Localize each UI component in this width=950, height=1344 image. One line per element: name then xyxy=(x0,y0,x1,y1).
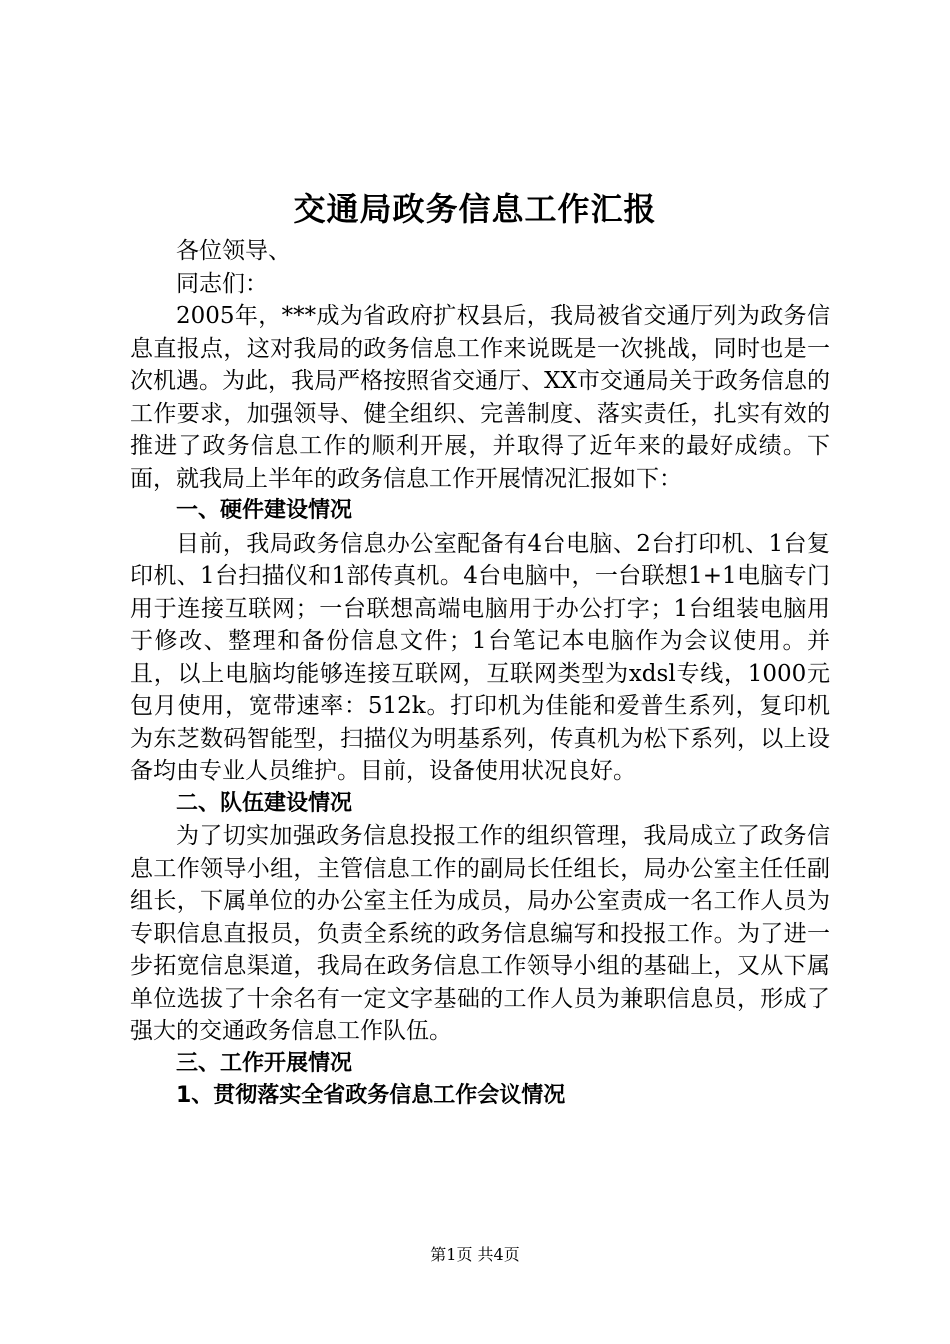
intro-paragraph: 2005年，***成为省政府扩权县后，我局被省交通厅列为政务信息直报点，这对我局的政务信息工作来说既是一次挑战，同时也是一次机遇。为此，我局严格按照省交通厅、XX市交通局关于政务信息的工作要求，加强领导、健全组织、完善制度、落实责任，扎实有效的推进了政务信息工作的顺利开展，并取得了近年来的最好成绩。下面，就我局上半年的政务信息工作开展情况汇报如下： xyxy=(130,303,830,492)
document-title: 交通局政务信息工作汇报 xyxy=(293,190,657,228)
subsection-heading-meeting: 1、贯彻落实全省政务信息工作会议情况 xyxy=(176,1083,566,1108)
section-paragraph-hardware: 目前，我局政务信息办公室配备有4台电脑、2台打印机、1台复印机、1台扫描仪和1部传真机。4台电脑中，一台联想1+1电脑专门用于连接互联网；一台联想高端电脑用于办公打字；1台组装电脑用于修改、整理和备份信息文件；1台笔记本电脑作为会议使用。并且，以上电脑均能够连接互联网，互联网类型为xdsl专线，1000元包月使用，宽带速率：512k。打印机为佳能和爱普生系列，复印机为东芝数码智能型，扫描仪为明基系列，传真机为松下系列，以上设备均由专业人员维护。目前，设备使用状况良好。 xyxy=(130,530,830,784)
section-heading-team: 二、队伍建设情况 xyxy=(176,790,353,816)
salutation-line: 各位领导、 xyxy=(176,238,291,264)
salutation-line: 同志们： xyxy=(176,270,268,297)
section-heading-work: 三、工作开展情况 xyxy=(176,1050,353,1076)
section-heading-hardware: 一、硬件建设情况 xyxy=(176,498,353,523)
section-paragraph-team: 为了切实加强政务信息投报工作的组织管理，我局成立了政务信息工作领导小组，主管信息工作的副局长任组长，局办公室主任任副组长，下属单位的办公室主任为成员，局办公室责成一名工作人员为专职信息直报员，负责全系统的政务信息编写和投报工作。为了进一步拓宽信息渠道，我局在政务信息工作领导小组的基础上，又从下属单位选拔了十余名有一定文字基础的工作人员为兼职信息员，形成了强大的交通政务信息工作队伍。 xyxy=(130,823,830,1044)
document-body xyxy=(130,235,830,1113)
page-footer: 第1页 共4页 xyxy=(430,1245,520,1264)
